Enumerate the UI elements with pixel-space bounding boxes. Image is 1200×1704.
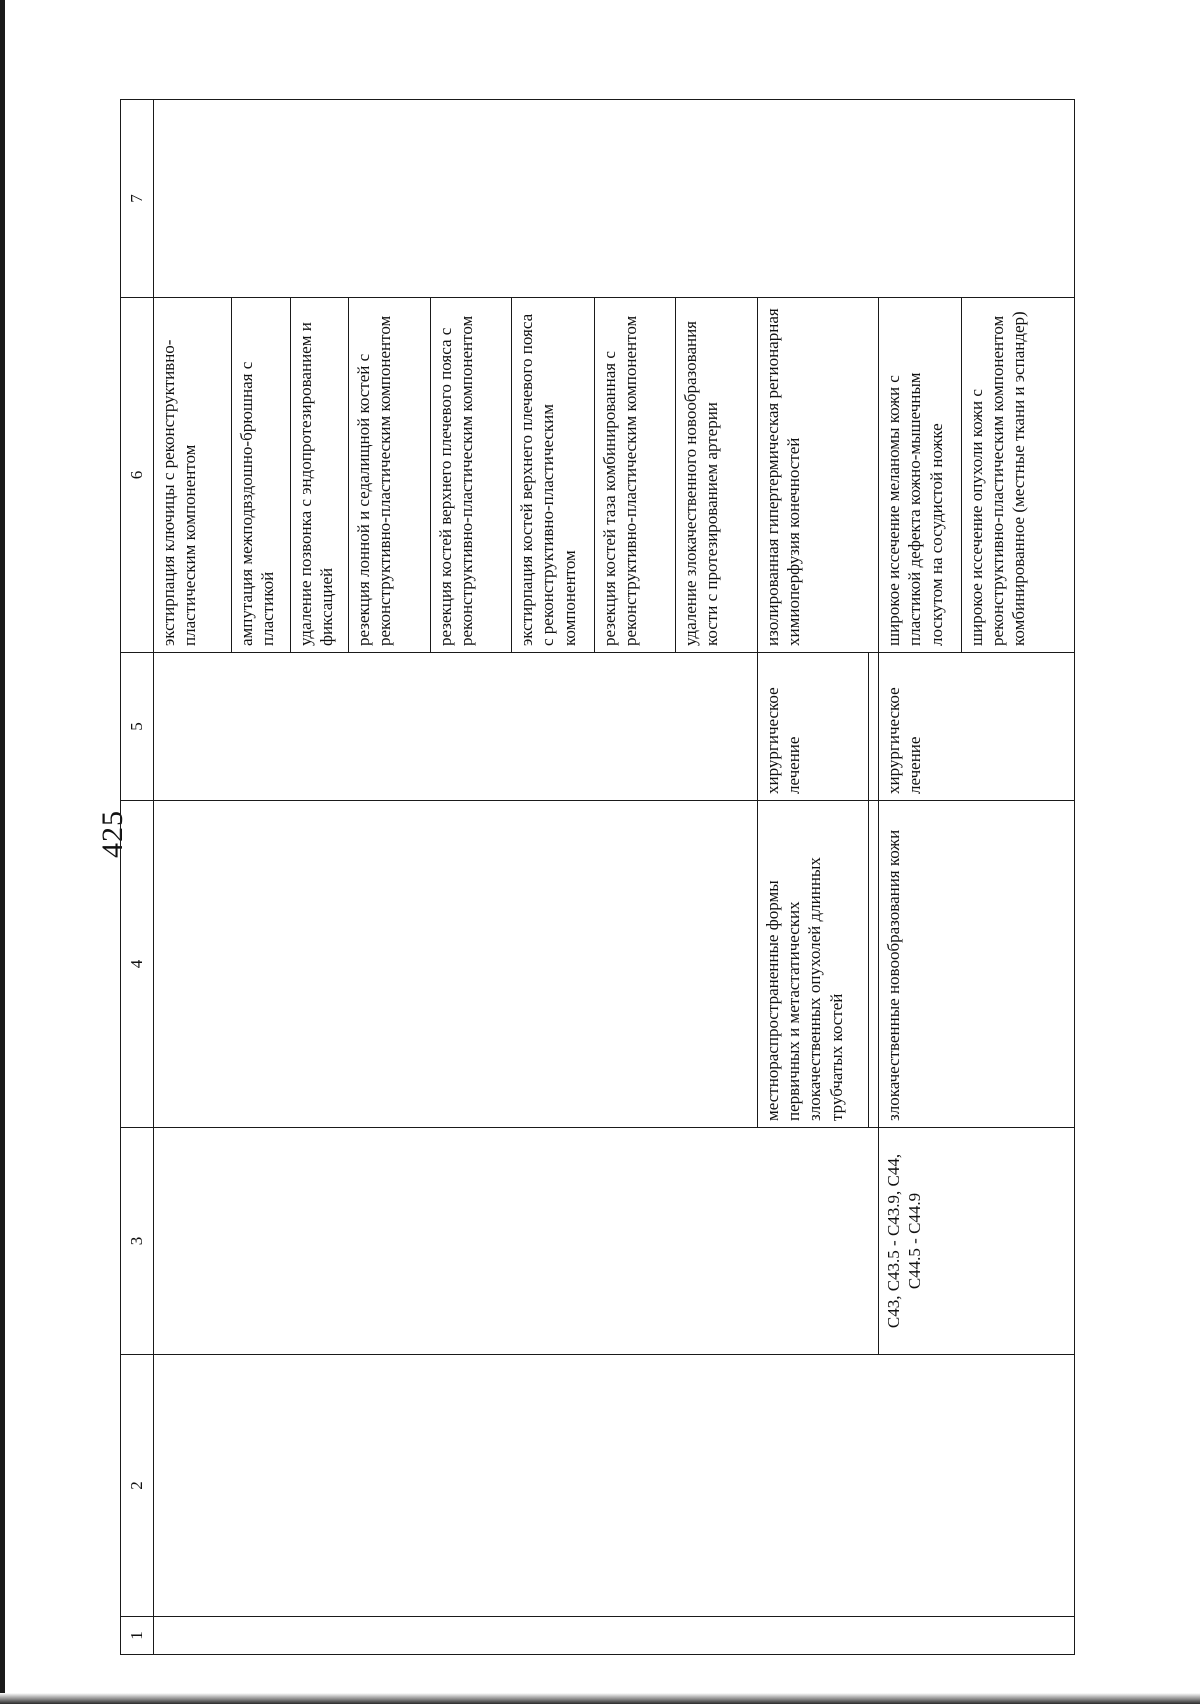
procedure-cell: удаление позвонка с эндопротезированием и фиксацией [290, 298, 348, 653]
procedure-cell: экстирпация костей верхнего плечевого пояса с реконструктивно-пластическим компонентом [512, 298, 594, 653]
page-number: 425 [96, 810, 129, 858]
treatment-cell-empty [868, 653, 878, 801]
col-header-3: 3 [121, 1128, 154, 1355]
procedure-cell: резекция костей верхнего плечевого пояса с реконструктивно-пластическим компонентом [430, 298, 512, 653]
procedure-cell: широкое иссечение меланомы кожи с пластикой дефекта кожно-мышечным лоскутом на сосудистой ножке [879, 298, 961, 653]
diagnosis-cell: местнораспространенные формы первичных и метастатических злокачественных опухолей длинных трубчатых костей [757, 801, 868, 1128]
treatment-cell: хирургическое лечение [757, 653, 868, 801]
procedures-table [120, 99, 1075, 1655]
cell-col3 [154, 1128, 879, 1355]
cell-col1 [154, 1617, 1075, 1655]
procedure-cell: ампутация межподвздошно-брюшная с пластикой [232, 298, 290, 653]
col-header-4: 4 [121, 801, 154, 1128]
col-header-6: 6 [121, 298, 154, 653]
table-row [154, 100, 232, 1655]
diagnosis-cell: злокачественные новообразования кожи [879, 801, 1075, 1128]
header-row [121, 100, 154, 1655]
procedure-cell: резекция лонной и седалищной костей с реконструктивно-пластическим компонентом [348, 298, 430, 653]
procedure-cell: резекция костей таза комбинированная с реконструктивно-пластическим компонентом [594, 298, 676, 653]
scan-edge [0, 0, 5, 1704]
col-header-5: 5 [121, 653, 154, 801]
scan-edge-bottom [0, 1693, 1200, 1704]
cell-col7 [154, 100, 1075, 298]
procedure-cell: изолированная гипертермическая регионарная химиоперфузия конечностей [757, 298, 878, 653]
procedure-cell: широкое иссечение опухоли кожи с реконструктивно-пластическим компонентом комбинированное (местные ткани и эспандер) [961, 298, 1074, 653]
rotated-table-wrapper [120, 100, 1075, 1655]
procedure-cell: удаление злокачественного новообразования кости с протезированием артерии [676, 298, 758, 653]
col-header-2: 2 [121, 1355, 154, 1617]
diagnosis-cell-empty [868, 801, 878, 1128]
cell-col5 [154, 653, 758, 801]
treatment-cell: хирургическое лечение [879, 653, 1075, 801]
icd-code-cell: C43, C43.5 - C43.9, C44, C44.5 - C44.9 [879, 1128, 1075, 1355]
cell-col4 [154, 801, 758, 1128]
col-header-1: 1 [121, 1617, 154, 1655]
cell-col2 [154, 1355, 1075, 1617]
procedure-cell: экстирпация ключицы с реконструктивно-пластическим компонентом [154, 298, 232, 653]
col-header-7: 7 [121, 100, 154, 298]
